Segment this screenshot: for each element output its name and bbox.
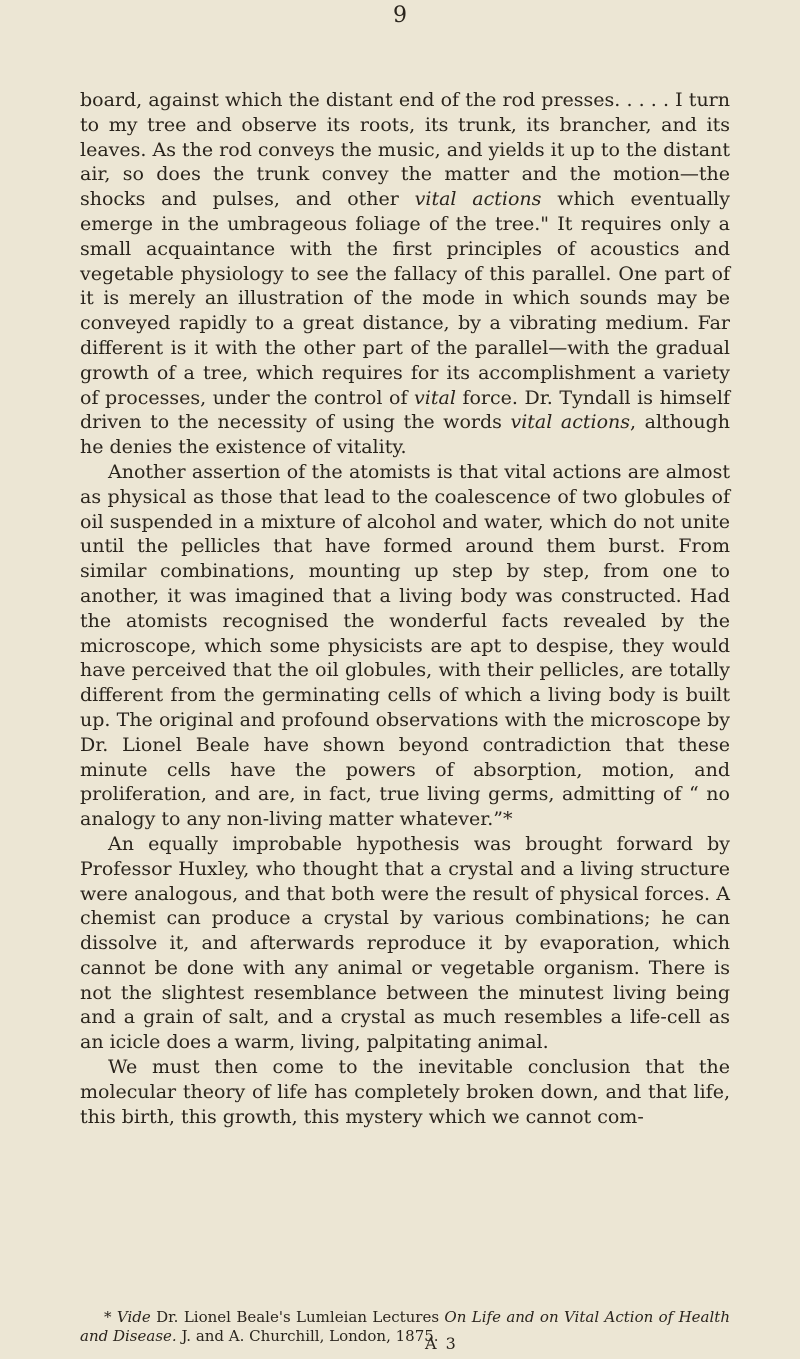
text-segment: We must then come to the inevitable conclusion that the molecular theory of life has completely broken down, and that life, this birth, this growth, this mystery which we cannot com-: [80, 1056, 730, 1128]
footnote-text: J. and A. Churchill, London, 1875.: [176, 1327, 439, 1345]
body-text: [80, 88, 730, 1129]
text-segment: , although he denies the existence of vitality.: [80, 411, 730, 459]
text-segment-italic: vital: [414, 386, 456, 409]
footnote: [80, 1308, 730, 1346]
text-segment: which eventually emerge in the umbrageous foliage of the tree." It requires only a small acquaintance with the first principles of acoustics and vegetable physiology to see the fallacy of this parallel. One part of it is merely an illustration of the mode in which sounds may be conveyed rapidly to a great distance, by a vibrating medium. Far different is it with the other part of the parallel—with the gradual growth of a tree, which requires for its accomplishment a variety of processes, under the control of: [80, 188, 730, 409]
page-number: 9: [393, 3, 407, 28]
paragraph-3: [80, 832, 730, 1055]
text-segment: force. Dr. Tyndall is himself driven to the necessity of using the words: [80, 386, 730, 434]
paragraph-2: [80, 460, 730, 832]
footnote-marker: *: [104, 1308, 117, 1326]
text-segment-italic: vital actions: [414, 188, 542, 211]
text-segment-italic: vital actions: [510, 411, 631, 434]
footnote-title: On Life and on Vital Action of Health and Disease.: [80, 1308, 730, 1345]
footnote-text: Dr. Lionel Beale's Lumleian Lectures: [150, 1308, 445, 1326]
printer-signature: A 3: [425, 1334, 458, 1353]
footnote-text-italic: Vide: [116, 1308, 151, 1326]
paragraph-1: [80, 88, 730, 460]
paragraph-4: [80, 1055, 730, 1129]
text-segment: board, against which the distant end of the rod presses. . . . . I turn to my tree and observe its roots, its trunk, its brancher, and its leaves. As the rod conveys the music, and yields it up to the distant air, so does the trunk convey the matter and the motion—the shocks and pulses, and other: [80, 89, 730, 211]
text-segment: Another assertion of the atomists is that vital actions are almost as physical as those that lead to the coalescence of two globules of oil suspended in a mixture of alcohol and water, which do not unite until the pellicles that have formed around them burst. From similar combinations, mounting up step by step, from one to another, it was imagined that a living body was constructed. Had the atomists recognised the wonderful facts revealed by the microscope, which some physicists are apt to despise, they would have perceived that the oil globules, with their pellicles, are totally different from the germinating cells of which a living body is built up. The original and profound observations with the microscope by Dr. Lionel Beale have shown beyond contradiction that these minute cells have the powers of absorption, motion, and proliferation, and are, in fact, true living germs, admitting of “ no analogy to any non-living matter whatever.”*: [80, 460, 730, 831]
text-segment: An equally improbable hypothesis was brought forward by Professor Huxley, who thought that a crystal and a living structure were analogous, and that both were the result of physical forces. A chemist can produce a crystal by various combinations; he can dissolve it, and afterwards reproduce it by evaporation, which cannot be done with any animal or vegetable organism. There is not the slightest resemblance between the minutest living being and a grain of salt, and a crystal as much resembles a life-cell as an icicle does a warm, living, palpitating animal.: [80, 832, 730, 1054]
